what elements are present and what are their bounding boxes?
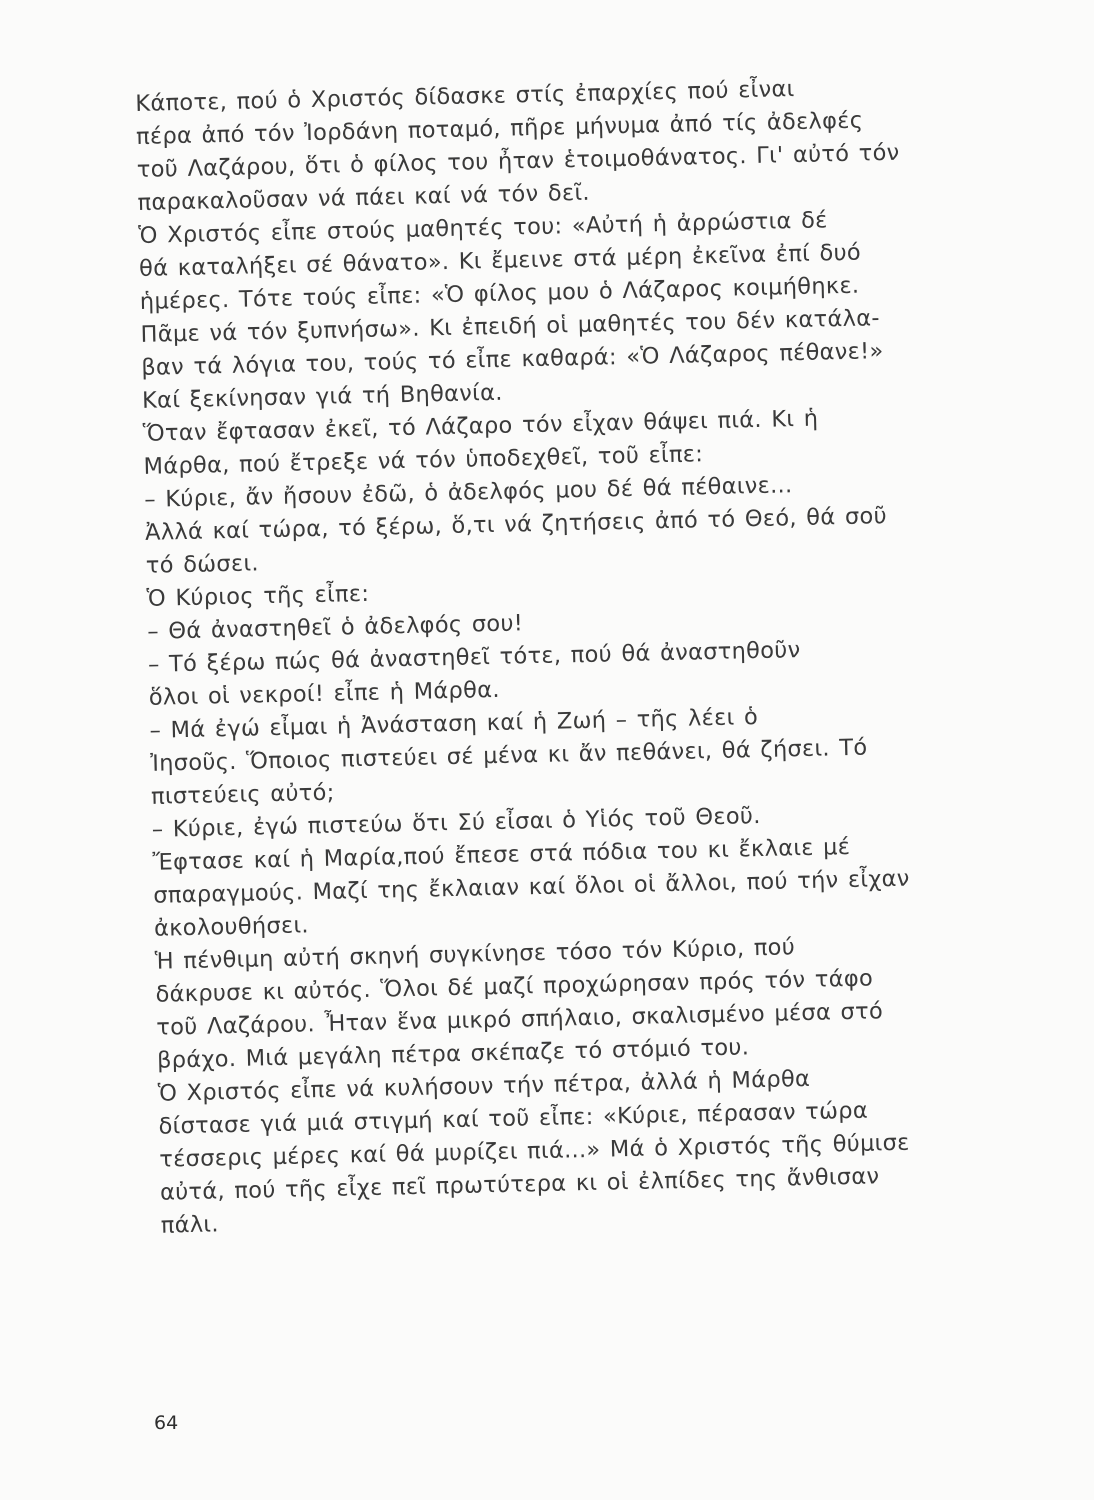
text-line: ὅλοι οἱ νεκροί! εἶπε ἡ Μάρθα. xyxy=(148,676,501,711)
text-line: – Κύριε, ἐγώ πιστεύω ὅτι Σύ εἶσαι ὁ Υἱός τοῦ Θεοῦ. xyxy=(151,802,761,843)
text-line: ἡμέρες. Τότε τούς εἶπε: «Ὁ φίλος μου ὁ Λάζαρος κοιμήθηκε. xyxy=(139,272,860,315)
text-line: τέσσερις μέρες καί θά μυρίζει πιά...» Μά ὁ Χριστός τῆς θύμισε xyxy=(159,1129,910,1173)
text-line: πέρα ἀπό τόν Ἰορδάνη ποταμό, πῆρε μήνυμα ἀπό τίς ἀδελφές xyxy=(135,107,864,150)
text-line: Ἰησοῦς. Ὅποιος πιστεύει σέ μένα κι ἄν πεθάνει, θά ζήσει. Τό xyxy=(150,734,868,777)
text-line: Πᾶμε νά τόν ξυπνήσω». Κι ἐπειδή οἱ μαθητές του δέν κατάλα- xyxy=(140,305,881,348)
text-line: τοῦ Λαζάρου. Ἦταν ἕνα μικρό σπήλαιο, σκαλισμένο μέσα στό xyxy=(156,998,884,1041)
text-line: – Τό ξέρω πώς θά ἀναστηθεῖ τότε, πού θά ἀναστηθοῦν xyxy=(147,637,801,678)
text-line: ἀκολουθήσει. xyxy=(153,912,310,942)
text-line: θά καταλήξει σέ θάνατο». Κι ἔμεινε στά μέρη ἐκεῖνα ἐπί δυό xyxy=(138,239,862,282)
text-line: πιστεύεις αὐτό; xyxy=(150,779,335,810)
text-line: δάκρυσε κι αὐτός. Ὅλοι δέ μαζί προχώρησαν πρός τόν τάφο xyxy=(155,965,874,1008)
text-line: πάλι. xyxy=(160,1211,220,1239)
text-line: βαν τά λόγια του, τούς τό εἶπε καθαρά: «Ὁ Λάζαρος πέθανε!» xyxy=(141,338,884,381)
text-line: Ἀλλά καί τώρα, τό ξέρω, ὅ,τι νά ζητήσεις ἀπό τό Θεό, θά σοῦ xyxy=(144,503,888,546)
page-number: 64 xyxy=(154,1412,179,1434)
story-text xyxy=(135,69,1016,1243)
text-line: – Κύριε, ἄν ἤσουν ἐδῶ, ὁ ἀδελφός μου δέ θά πέθαινε... xyxy=(144,472,793,513)
text-line: αὐτά, πού τῆς εἶχε πεῖ πρωτύτερα κι οἱ ἐλπίδες της ἄνθισαν xyxy=(159,1163,880,1206)
text-line: Ἔφτασε καί ἡ Μαρία,πού ἔπεσε στά πόδια του κι ἔκλαιε μέ xyxy=(152,833,851,876)
text-line: βράχο. Μιά μεγάλη πέτρα σκέπαζε τό στόμιό του. xyxy=(156,1034,750,1074)
text-line: Καί ξεκίνησαν γιά τή Βηθανία. xyxy=(141,379,503,414)
text-line: – Θά ἀναστηθεῖ ὁ ἀδελφός σου! xyxy=(147,610,524,645)
text-line: Ὅταν ἔφτασαν ἐκεῖ, τό Λάζαρο τόν εἶχαν θάψει πιά. Κι ἡ xyxy=(142,405,819,447)
text-line: σπαραγμούς. Μαζί της ἔκλαιαν καί ὅλοι οἱ ἄλλοι, πού τήν εἶχαν xyxy=(153,865,910,909)
text-line: Κάποτε, πού ὁ Χριστός δίδασκε στίς ἐπαρχίες πού εἶναι xyxy=(135,76,795,117)
text-line: Ἡ πένθιμη αὐτή σκηνή συγκίνησε τόσο τόν Κύριο, πού xyxy=(154,934,796,975)
text-line: Ὁ Χριστός εἶπε νά κυλήσουν τήν πέτρα, ἀλλά ἡ Μάρθα xyxy=(157,1065,811,1107)
text-line: τό δώσει. xyxy=(145,550,260,579)
text-line: – Μά ἐγώ εἶμαι ἡ Ἀνάσταση καί ἡ Ζωή – τῆς λέει ὁ xyxy=(149,704,759,744)
text-line: Μάρθα, πού ἔτρεξε νά τόν ὑποδεχθεῖ, τοῦ εἶπε: xyxy=(143,441,704,480)
text-line: Ὁ Χριστός εἶπε στούς μαθητές του: «Αὐτή ἡ ἀρρώστια δέ xyxy=(138,207,828,249)
text-line: δίστασε γιά μιά στιγμή καί τοῦ εἶπε: «Κύριε, πέρασαν τώρα xyxy=(158,1097,869,1140)
text-line: Ὁ Κύριος τῆς εἶπε: xyxy=(146,580,370,612)
text-line: παρακαλοῦσαν νά πάει καί νά τόν δεῖ. xyxy=(137,179,591,216)
text-line: τοῦ Λαζάρου, ὅτι ὁ φίλος του ἦταν ἑτοιμοθάνατος. Γι' αὐτό τόν xyxy=(136,139,900,183)
